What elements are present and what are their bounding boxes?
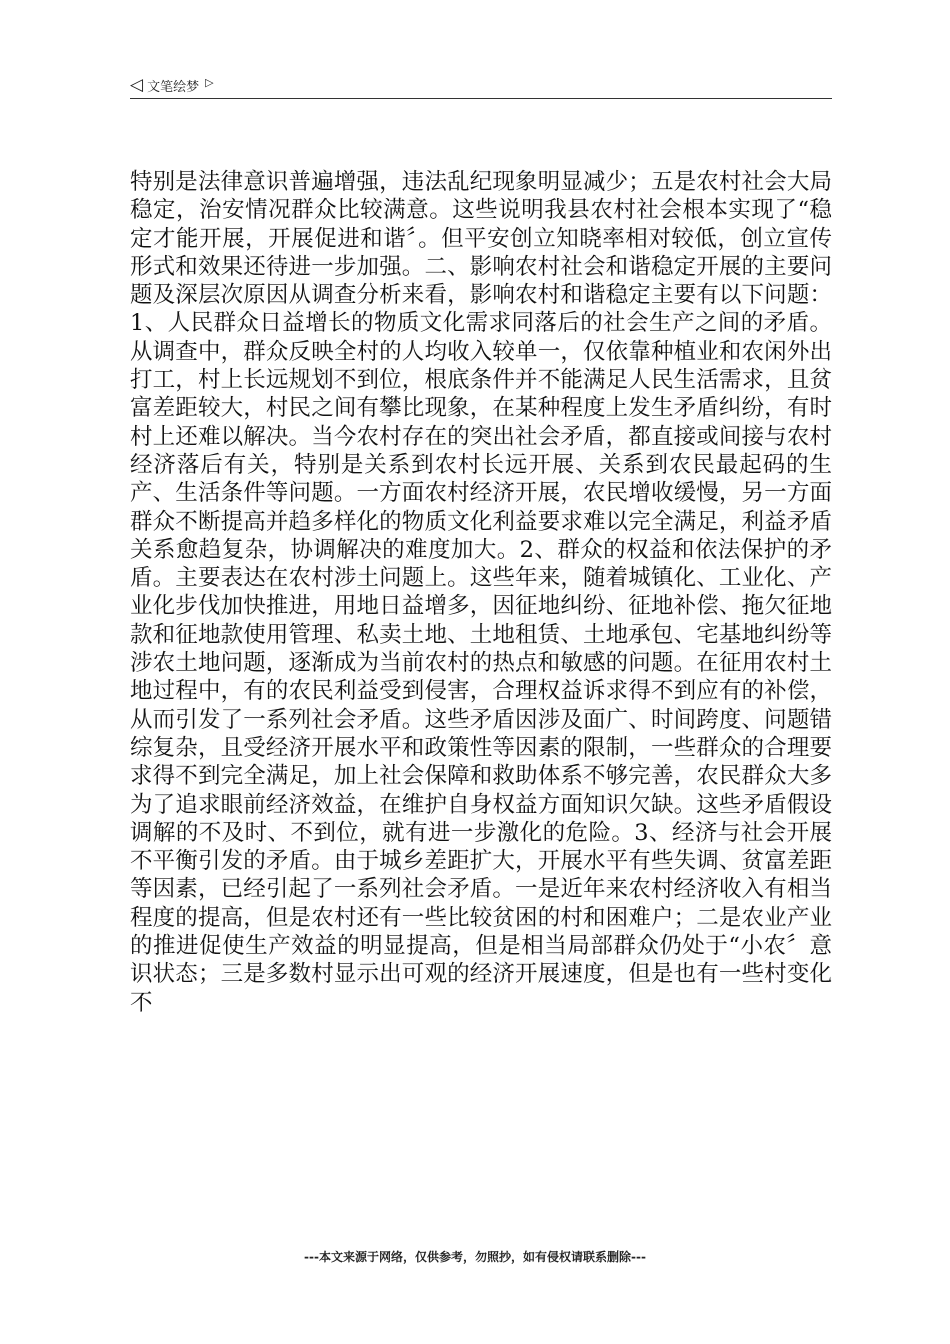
brand (130, 76, 214, 95)
footer-notice: ---本文来源于网络，仅供参考，勿照抄，如有侵权请联系删除--- (304, 1250, 646, 1264)
brand-name: 文笔绘梦 (147, 80, 200, 95)
left-triangle-icon: ◁ (130, 75, 144, 95)
page-header (130, 72, 832, 99)
body-paragraph: 特别是法律意识普遍增强，违法乱纪现象明显减少；五是农村社会大局稳定，治安情况群众比较满意。这些说明我县农村社会根本实现了“稳定才能开展，开展促进和谐〞。但平安创立知晓率相对较低，创立宣传形式和效果还待进一步加强。二、影响农村社会和谐稳定开展的主要问题及深层次原因从调查分析来看，影响农村和谐稳定主要有以下问题：1、人民群众日益增长的物质文化需求同落后的社会生产之间的矛盾。从调查中，群众反映全村的人均收入较单一，仅依靠种植业和农闲外出打工，村上长远规划不到位，根底条件并不能满足人民生活需求，且贫富差距较大，村民之间有攀比现象，在某种程度上发生矛盾纠纷，有时村上还难以解决。当今农村存在的突出社会矛盾，都直接或间接与农村经济落后有关，特别是关系到农村长远开展、关系到农民最起码的生产、生活条件等问题。一方面农村经济开展，农民增收缓慢，另一方面群众不断提高并趋多样化的物质文化利益要求难以完全满足，利益矛盾关系愈趋复杂，协调解决的难度加大。2、群众的权益和依法保护的矛盾。主要表达在农村涉土问题上。这些年来，随着城镇化、工业化、产业化步伐加快推进，用地日益增多，因征地纠纷、征地补偿、拖欠征地款和征地款使用管理、私卖土地、土地租赁、土地承包、宅基地纠纷等涉农土地问题，逐渐成为当前农村的热点和敏感的问题。在征用农村土地过程中，有的农民利益受到侵害，合理权益诉求得不到应有的补偿，从而引发了一系列社会矛盾。这些矛盾因涉及面广、时间跨度、问题错综复杂，且受经济开展水平和政策性等因素的限制，一些群众的合理要求得不到完全满足，加上社会保障和救助体系不够完善，农民群众大多为了追求眼前经济效益，在维护自身权益方面知识欠缺。这些矛盾假设调解的不及时、不到位，就有进一步激化的危险。3、经济与社会开展不平衡引发的矛盾。由于城乡差距扩大，开展水平有些失调、贫富差距等因素，已经引起了一系列社会矛盾。一是近年来农村经济收入有相当程度的提高，但是农村还有一些比较贫困的村和困难户；二是农业产业的推进促使生产效益的明显提高，但是相当局部群众仍处于“小农〞意识状态；三是多数村显示出可观的经济开展速度，但是也有一些村变化不 (130, 169, 832, 1016)
right-triangle-icon: ▷ (205, 76, 214, 89)
